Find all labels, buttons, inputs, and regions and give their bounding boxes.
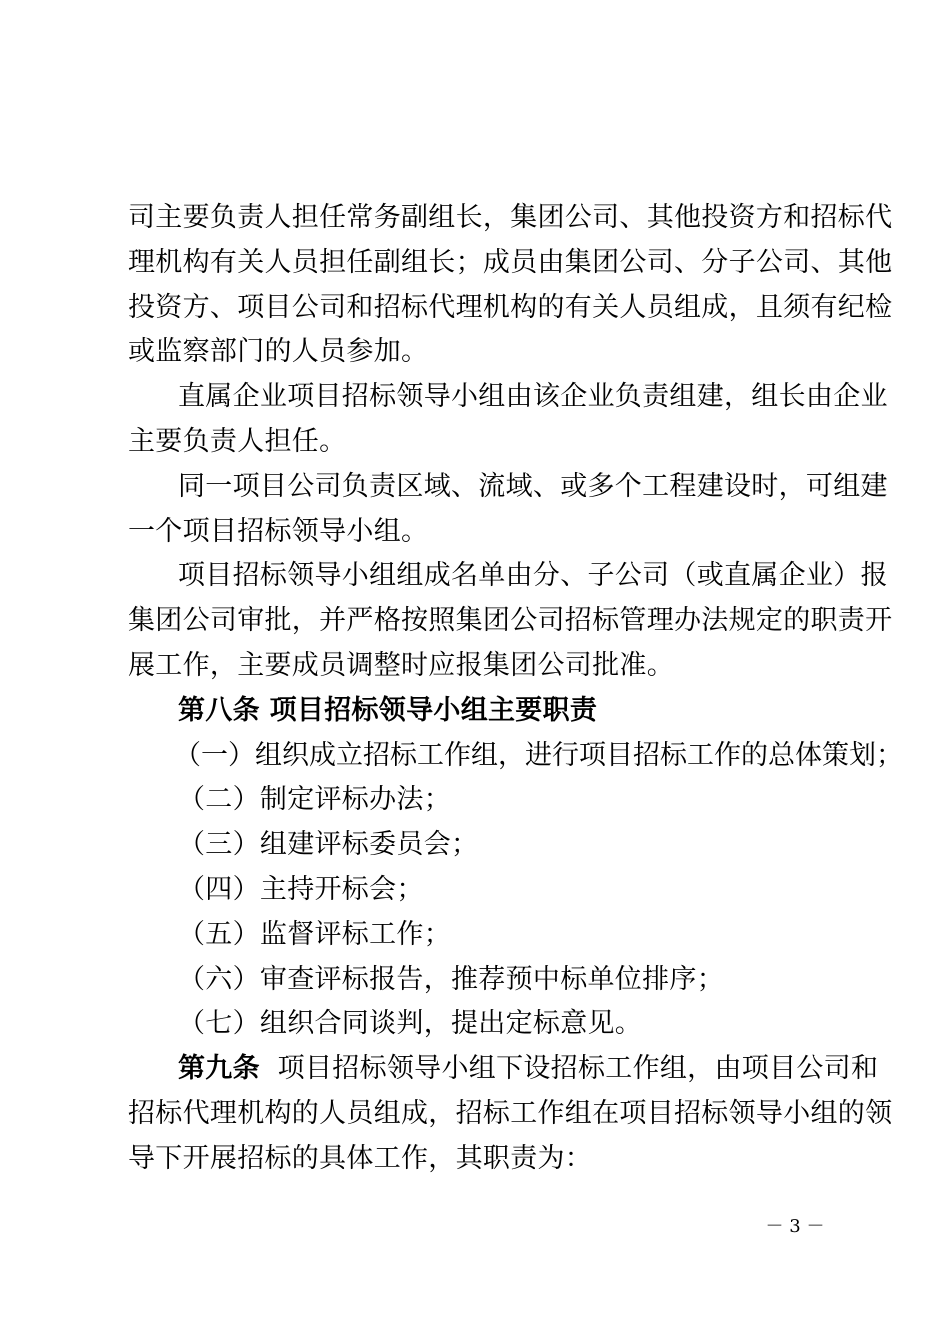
paragraph-line: 理机构有关人员担任副组长；成员由集团公司、分子公司、其他 <box>128 246 893 278</box>
page-number: － 3 － <box>765 1216 825 1237</box>
body-text <box>128 196 903 1182</box>
paragraph-line: 一个项目招标领导小组。 <box>128 515 429 547</box>
list-item: （三）组建评标委员会； <box>178 829 479 861</box>
paragraph-line: 集团公司审批，并严格按照集团公司招标管理办法规定的职责开 <box>128 605 893 637</box>
paragraph-line: 主要负责人担任。 <box>128 425 347 457</box>
paragraph-line: 同一项目公司负责区域、流域、或多个工程建设时，可组建 <box>178 470 888 502</box>
paragraph-line: 展工作，主要成员调整时应报集团公司批准。 <box>128 649 674 681</box>
list-item: （二）制定评标办法； <box>178 784 451 816</box>
paragraph-line: 直属企业项目招标领导小组由该企业负责组建，组长由企业 <box>178 381 888 413</box>
list-item: （五）监督评标工作； <box>178 918 451 950</box>
article-9-line <box>128 1047 879 1092</box>
article-9-text: 项目招标领导小组下设招标工作组，由项目公司和 <box>259 1053 879 1085</box>
list-item: （七）组织合同谈判，提出定标意见。 <box>178 1008 643 1040</box>
paragraph-line: 招标代理机构的人员组成，招标工作组在项目招标领导小组的领 <box>128 1097 893 1129</box>
paragraph-line: 导下开展招标的具体工作，其职责为： <box>128 1142 593 1174</box>
paragraph-line: 投资方、项目公司和招标代理机构的有关人员组成，且须有纪检 <box>128 291 893 323</box>
article-8-heading: 第八条 项目招标领导小组主要职责 <box>178 694 598 726</box>
paragraph-line: 或监察部门的人员参加。 <box>128 336 429 368</box>
list-item: （六）审查评标报告，推荐预中标单位排序； <box>178 963 724 995</box>
paragraph-line: 项目招标领导小组组成名单由分、子公司（或直属企业）报 <box>178 560 888 592</box>
article-9-heading: 第九条 <box>178 1053 260 1085</box>
list-item: （一）组织成立招标工作组，进行项目招标工作的总体策划； <box>174 739 903 771</box>
list-item: （四）主持开标会； <box>178 873 424 905</box>
paragraph-line: 司主要负责人担任常务副组长，集团公司、其他投资方和招标代 <box>128 202 893 233</box>
